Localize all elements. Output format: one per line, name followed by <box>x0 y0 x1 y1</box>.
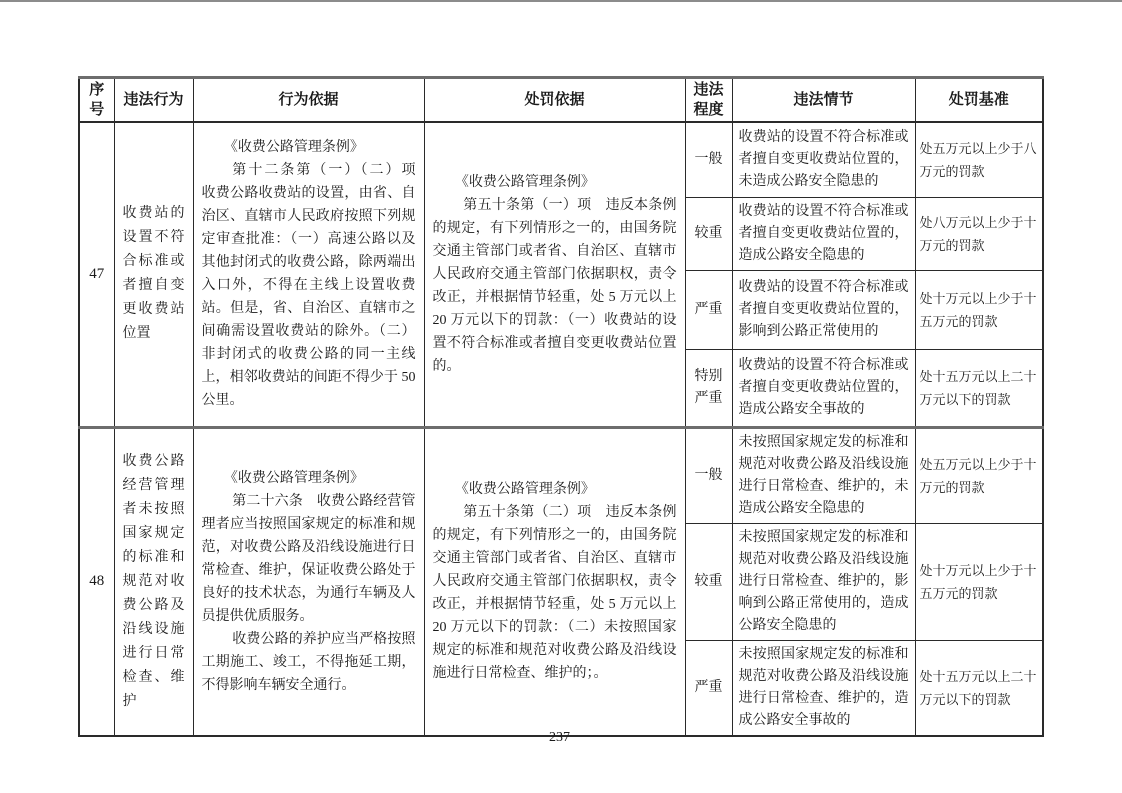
law-paragraph: 第五十条第（二）项 违反本条例的规定，有下列情形之一的，由国务院交通主管部门或者省、自治区、直辖市人民政府交通主管部门依据职权，责令改正，并根据情节轻重，处 5 万元以上 20 万元以下的罚款：（二）未按照国家规定的标准和规范对收费公路及沿线设施进行日常检查、维护的；。 <box>432 505 677 681</box>
law-paragraph: 第二十六条 收费公路经营管理者应当按照国家规定的标准和规范，对收费公路及沿线设施进行日常检查、维护，保证收费公路处于良好的技术状态，为通行车辆及人员提供优质服务。 <box>201 493 416 624</box>
circumstance-text: 收费站的设置不符合标准或者擅自变更收费站位置的，造成公路安全隐患的 <box>738 203 909 263</box>
circumstance-text: 收费站的设置不符合标准或者擅自变更收费站位置的，未造成公路安全隐患的 <box>738 129 909 189</box>
violation-group-48 <box>79 427 1043 736</box>
standard-cell <box>915 122 1043 197</box>
law-title: 《收费公路管理条例》 <box>454 174 595 190</box>
penalty-basis-cell-48 <box>424 427 685 736</box>
circumstance-text: 收费站的设置不符合标准或者擅自变更收费站位置的，造成公路安全事故的 <box>738 357 909 417</box>
standard-cell <box>915 523 1043 640</box>
circumstance-cell <box>732 197 915 270</box>
law-title: 《收费公路管理条例》 <box>223 140 364 156</box>
behavior-basis-cell-48 <box>193 427 424 736</box>
table-row <box>79 122 1043 197</box>
standard-text: 处五万元以上少于十万元的罚款 <box>919 456 1037 495</box>
degree-level-cell: 严重 <box>685 270 732 349</box>
circumstance-cell <box>732 640 915 736</box>
standard-text: 处十万元以上少于十五万元的罚款 <box>919 290 1037 329</box>
circumstance-cell <box>732 122 915 197</box>
column-header-violation: 违法行为 <box>114 78 193 123</box>
circumstance-cell <box>732 427 915 523</box>
law-paragraph: 第五十条第（一）项 违反本条例的规定，有下列情形之一的，由国务院交通主管部门或者省、自治区、直辖市人民政府交通主管部门依据职权，责令改正，并根据情节轻重，处 5 万元以上 20 万元以下的罚款：（一）收费站的设置不符合标准或者擅自变更收费站位置的。 <box>432 197 677 374</box>
standard-text: 处八万元以上少于十万元的罚款 <box>919 214 1037 253</box>
standard-cell <box>915 427 1043 523</box>
column-header-behavior-basis: 行为依据 <box>193 78 424 123</box>
degree-level-cell: 一般 <box>685 122 732 197</box>
circumstance-cell <box>732 523 915 640</box>
standard-cell <box>915 640 1043 736</box>
circumstance-text: 未按照国家规定发的标准和规范对收费公路及沿线设施进行日常检查、维护的，未造成公路安全隐患的 <box>738 434 909 516</box>
standard-text: 处五万元以上少于八万元的罚款 <box>919 140 1037 179</box>
page-top-divider <box>0 0 1122 2</box>
table-header-row <box>79 78 1043 123</box>
circumstance-cell <box>732 349 915 427</box>
degree-level-cell: 特别严重 <box>685 349 732 427</box>
column-header-seq: 序号 <box>79 78 114 123</box>
violation-behavior-text: 收费站的设置不符合标准或者擅自变更收费站位置 <box>122 206 185 342</box>
law-title: 《收费公路管理条例》 <box>454 482 595 497</box>
law-title: 《收费公路管理条例》 <box>223 470 364 486</box>
seq-number-47: 47 <box>79 122 114 427</box>
column-header-circumstance: 违法情节 <box>732 78 915 123</box>
table-row <box>79 427 1043 523</box>
standard-text: 处十万元以上少于十五万元的罚款 <box>919 562 1037 601</box>
column-header-standard: 处罚基准 <box>915 78 1043 123</box>
circumstance-text: 未按照国家规定发的标准和规范对收费公路及沿线设施进行日常检查、维护的，造成公路安全事故的 <box>738 646 909 728</box>
law-paragraph: 收费公路的养护应当严格按照工期施工、竣工，不得拖延工期，不得影响车辆安全通行。 <box>201 631 416 693</box>
penalty-standards-table <box>78 76 1044 737</box>
column-header-degree: 违法程度 <box>685 78 732 123</box>
page-number: 237 <box>549 730 570 745</box>
penalty-basis-cell-47 <box>424 122 685 427</box>
violation-behavior-text: 收费公路经营管理者未按照国家规定的标准和规范对收费公路及沿线设施进行日常检查、维护 <box>122 453 185 709</box>
seq-number-48: 48 <box>79 427 114 736</box>
circumstance-cell <box>732 270 915 349</box>
degree-level-cell: 较重 <box>685 197 732 270</box>
standard-cell <box>915 197 1043 270</box>
circumstance-text: 未按照国家规定发的标准和规范对收费公路及沿线设施进行日常检查、维护的，影响到公路正常使用的，造成公路安全隐患的 <box>738 529 909 633</box>
degree-level-cell: 较重 <box>685 523 732 640</box>
column-header-penalty-basis: 处罚依据 <box>424 78 685 123</box>
violation-behavior-cell-48 <box>114 427 193 736</box>
violation-behavior-cell-47 <box>114 122 193 427</box>
standard-text: 处十五万元以上二十万元以下的罚款 <box>919 668 1037 707</box>
standard-cell <box>915 270 1043 349</box>
circumstance-text: 收费站的设置不符合标准或者擅自变更收费站位置的，影响到公路正常使用的 <box>738 279 909 339</box>
degree-level-cell: 一般 <box>685 427 732 523</box>
behavior-basis-cell-47 <box>193 122 430 427</box>
standard-text: 处十五万元以上二十万元以下的罚款 <box>919 368 1037 407</box>
degree-level-cell: 严重 <box>685 640 732 736</box>
law-paragraph: 第十二条第（一）（二）项 收费公路收费站的设置，由省、自治区、直辖市人民政府按照下列规定审查批准：（一）高速公路以及其他封闭式的收费公路，除两端出入口外，不得在主线上设置收费站。但是，省、自治区、直辖市之间确需设置收费站的除外。（二）非封闭式的收费公路的同一主线上，相邻收费站的间距不得少于 50 公里。 <box>201 163 430 409</box>
standard-cell <box>915 349 1043 427</box>
violation-group-47 <box>79 122 1043 427</box>
